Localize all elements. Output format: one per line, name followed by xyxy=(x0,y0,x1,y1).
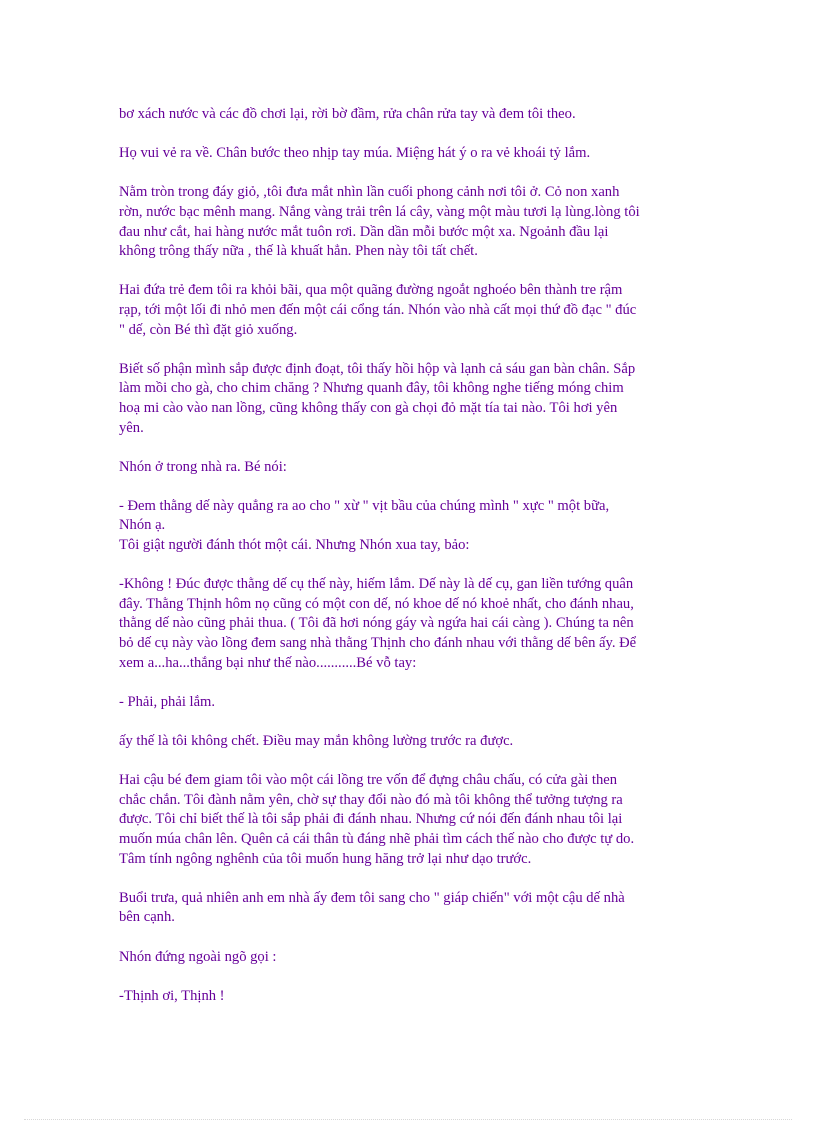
text-line: bơ xách nước và các đồ chơi lại, rời bờ đầm, rửa chân rửa tay và đem tôi theo. xyxy=(119,106,576,122)
text-line: bên cạnh. xyxy=(119,909,175,926)
text-line: đây. Thằng Thịnh hôm nọ cũng có một con dế, nó khoe dế nó khoẻ nhất, cho đánh nhau, xyxy=(119,595,634,612)
text-line: Nhón đứng ngoài ngõ gọi : xyxy=(119,948,277,965)
text-line: đau như cắt, hai hàng nước mắt tuôn rơi. Dần dần mỗi bước một xa. Ngoảnh đầu lại xyxy=(119,223,609,240)
text-line: rạp, tới một lối đi nhỏ men đến một cái cổng tán. Nhón vào nhà cất mọi thứ đồ đạc " đúc xyxy=(119,301,637,318)
text-line: ấy thế là tôi không chết. Điều may mắn không lường trước ra được. xyxy=(119,733,514,749)
paragraph xyxy=(119,693,699,713)
text-line: Hai đứa trẻ đem tôi ra khỏi bãi, qua một quãng đường ngoắt nghoéo bên thành tre rậm xyxy=(119,282,623,299)
text-line: rờn, nước bạc mênh mang. Nắng vàng trải trên lá cây, vàng một màu tươi lạ lùng.lòng tôi xyxy=(119,203,640,220)
text-line: bỏ dế cụ này vào lồng đem sang nhà thằng Thịnh cho đánh nhau với thằng dế bên ấy. Để xyxy=(119,635,637,652)
paragraph xyxy=(119,183,699,261)
paragraph xyxy=(119,987,699,1007)
text-line: chắc chắn. Tôi đành nằm yên, chờ sự thay đổi nào đó mà tôi không thể tưởng tượng ra xyxy=(119,791,623,808)
page-bottom-divider xyxy=(24,1119,792,1120)
text-line: -Không ! Đúc được thằng dế cụ thế này, hiếm lắm. Dế này là dế cụ, gan liền tướng quân xyxy=(119,576,634,593)
paragraph xyxy=(119,575,699,673)
paragraph xyxy=(119,360,699,438)
paragraph xyxy=(119,889,699,928)
paragraph xyxy=(119,458,699,478)
paragraph xyxy=(119,105,699,125)
text-line: làm mồi cho gà, cho chim chăng ? Nhưng quanh đây, tôi không nghe tiếng móng chim xyxy=(119,380,624,397)
text-line: " dế, còn Bé thì đặt giỏ xuống. xyxy=(119,321,298,338)
paragraph xyxy=(119,497,699,556)
paragraph xyxy=(119,144,699,164)
text-line: - Phải, phải lắm. xyxy=(119,693,216,710)
text-line: - Đem thằng dế này quẳng ra ao cho " xừ " vịt bầu của chúng mình " xực " một bữa, xyxy=(119,497,610,514)
story-text xyxy=(119,105,699,1026)
paragraph xyxy=(119,948,699,968)
text-line: muốn múa chân lên. Quên cả cái thân tù đáng nhẽ phải tìm cách thế nào cho được tự do. xyxy=(119,830,635,847)
text-line: Hai cậu bé đem giam tôi vào một cái lồng tre vốn để đựng châu chấu, có cửa gài then xyxy=(119,772,618,789)
text-line: hoạ mi cào vào nan lồng, cũng không thấy con gà chọi đỏ mặt tía tai nào. Tôi hơi yên xyxy=(119,399,618,416)
text-line: Nằm tròn trong đáy giỏ, ,tôi đưa mắt nhìn lần cuối phong cảnh nơi tôi ở. Cỏ non xanh xyxy=(119,184,620,201)
text-line: -Thịnh ơi, Thịnh ! xyxy=(119,987,225,1004)
text-line: Nhón ạ. xyxy=(119,517,166,534)
text-line: Họ vui vẻ ra về. Chân bước theo nhịp tay múa. Miệng hát ý o ra vẻ khoái tỷ lắm. xyxy=(119,145,591,162)
text-line: xem a...ha...thắng bại như thế nào...........Bé vỗ tay: xyxy=(119,654,417,671)
text-line: Tâm tính ngông nghênh của tôi muốn hung hăng trở lại như dạo trước. xyxy=(119,850,532,867)
text-line: Biết số phận mình sắp được định đoạt, tôi thấy hồi hộp và lạnh cả sáu gan bàn chân. Sắp xyxy=(119,360,636,377)
text-line: Buổi trưa, quả nhiên anh em nhà ấy đem tôi sang cho " giáp chiến" với một cậu dế nhà xyxy=(119,889,625,906)
paragraph xyxy=(119,281,699,340)
paragraph xyxy=(119,732,699,752)
paragraph xyxy=(119,771,699,869)
text-line: thằng dế nào cũng phải thua. ( Tôi đã hơi nóng gáy và ngứa hai cái càng ). Chúng ta nên xyxy=(119,615,634,632)
text-line: yên. xyxy=(119,419,144,436)
text-line: Tôi giật người đánh thót một cái. Nhưng Nhón xua tay, bảo: xyxy=(119,537,470,554)
text-line: được. Tôi chỉ biết thế là tôi sắp phải đi đánh nhau. Nhưng cứ nói đến đánh nhau tôi lại xyxy=(119,811,623,828)
text-line: Nhón ở trong nhà ra. Bé nói: xyxy=(119,458,287,475)
text-line: không trông thấy nữa , thế là khuất hẳn. Phen này tôi tất chết. xyxy=(119,243,478,260)
